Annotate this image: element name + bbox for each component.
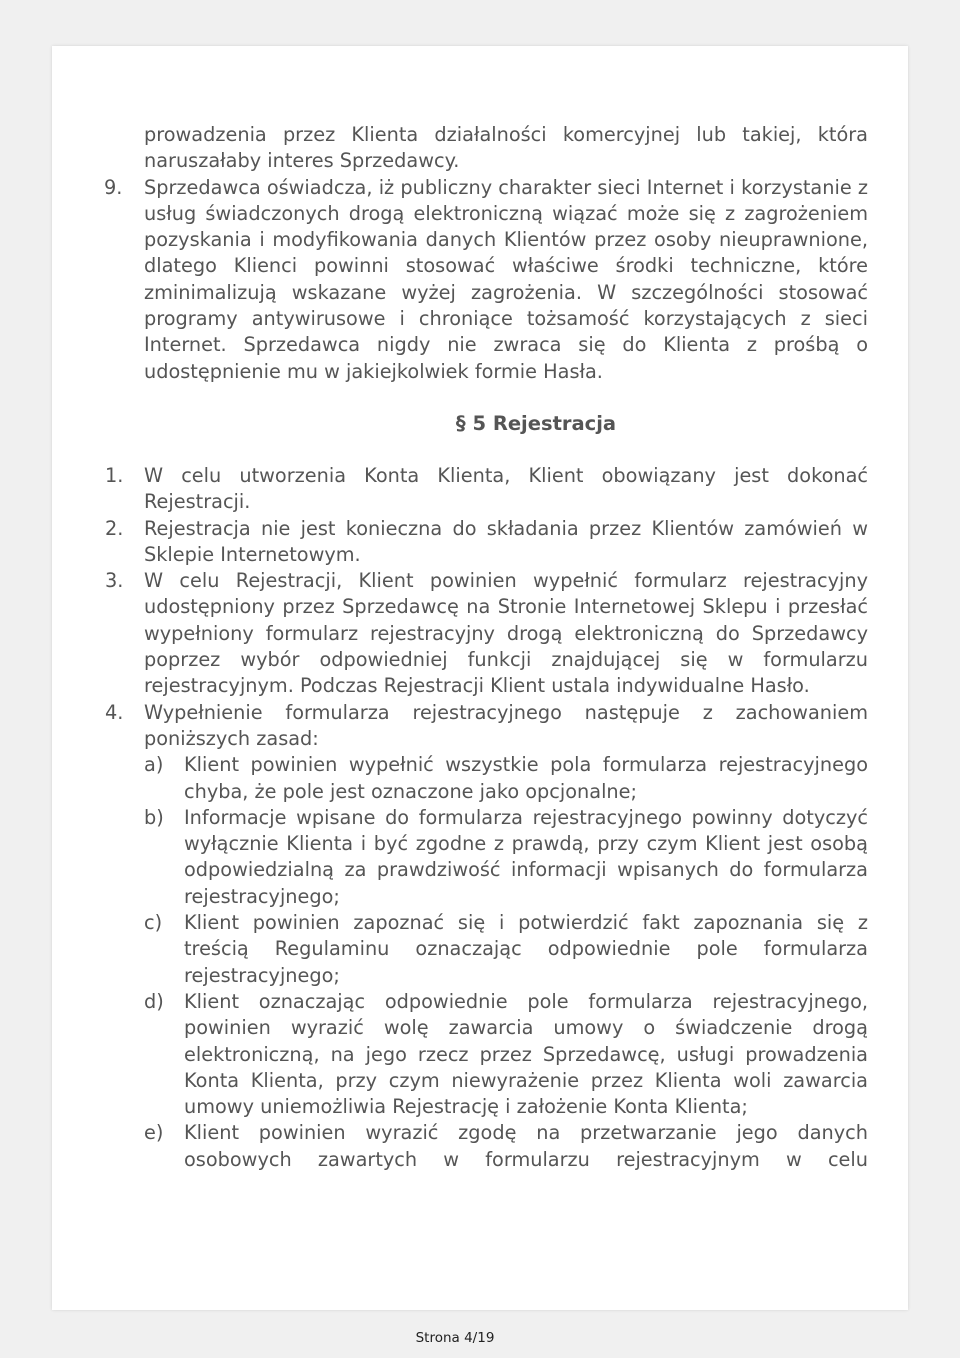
- sub-item-b: [53, 805, 868, 910]
- sub-letter: e): [144, 1121, 164, 1145]
- list-text: Wypełnienie formularza rejestracyjnego następuje z zachowaniem poniższych zasad:: [144, 700, 868, 750]
- document-body: [104, 122, 868, 1173]
- continued-paragraph: [144, 122, 868, 175]
- lead-text: prowadzenia przez Klienta działalności komercyjnej lub takiej, która naruszałaby interes Sprzedawcy.: [144, 123, 868, 173]
- sub-item-a: [53, 752, 868, 805]
- sub-letter: c): [144, 911, 163, 935]
- sub-item-c: [53, 910, 868, 989]
- list-number: 1.: [105, 463, 124, 487]
- sub-text: Klient oznaczając odpowiednie pole formularza rejestracyjnego, powinien wyrazić wolę zawarcia umowy o świadczenie drogą elektroniczną, na jego rzecz przez Sprzedawcę, usługi prowadzenia Konta Klienta, przy czym niewyrażenie przez Klienta woli zawarcia umowy uniemożliwia Rejestrację i założenie Konta Klienta;: [184, 989, 868, 1119]
- list-text: Rejestracja nie jest konieczna do składania przez Klientów zamówień w Sklepie Internetowym.: [144, 516, 868, 566]
- sub-letter: d): [144, 989, 164, 1013]
- list-item-1: [53, 463, 868, 516]
- list-item-3: [53, 568, 868, 699]
- section-heading: § 5 Rejestracja: [455, 411, 617, 435]
- sub-item-d: [53, 989, 868, 1120]
- sub-letter: b): [144, 805, 164, 829]
- list-number: 4.: [105, 700, 124, 724]
- list-text: W celu utworzenia Konta Klienta, Klient obowiązany jest dokonać Rejestracji.: [144, 463, 868, 514]
- list-number: 9.: [104, 175, 123, 199]
- sub-text: Klient powinien zapoznać się i potwierdzić fakt zapoznania się z treścią Regulaminu oznaczając odpowiednie pole formularza rejestracyjnego;: [184, 911, 868, 987]
- list-number: 2.: [105, 516, 124, 540]
- list-item-2: [53, 516, 868, 569]
- page-number: Strona 4/19: [415, 1330, 495, 1346]
- list-item-9: [104, 175, 868, 385]
- list-item-4: [53, 700, 868, 753]
- document-page: [52, 46, 908, 1310]
- page-footer: [0, 1330, 960, 1346]
- sub-text: Klient powinien wyrazić zgodę na przetwarzanie jego danych osobowych zawartych w formularzu rejestracyjnym w celu: [184, 1121, 868, 1171]
- sub-letter: a): [144, 753, 164, 777]
- list-text: W celu Rejestracji, Klient powinien wypełnić formularz rejestracyjny udostępniony przez Sprzedawcę na Stronie Internetowej Sklepu i przesłać wypełniony formularz rejestracyjny drogą elektroniczną do Sprzedawcy poprzez wybór odpowiedniej funkcji znajdującej się w formularzu rejestracyjnym. Podczas Rejestracji Klient ustala indywidualne Hasło.: [144, 569, 868, 698]
- sub-text: Informacje wpisane do formularza rejestracyjnego powinny dotyczyć wyłącznie Klienta i być zgodne z prawdą, przy czym Klient jest osobą odpowiedzialną za prawdziwość informacji wpisanych do formularza rejestracyjnego;: [184, 805, 868, 908]
- list-number: 3.: [105, 569, 124, 593]
- list-text: Sprzedawca oświadcza, iż publiczny charakter sieci Internet i korzystanie z usług świadczonych drogą elektroniczną wiązać może się z zagrożeniem pozyskania i modyfikowania danych Klientów przez osoby nieuprawnione, dlatego Klienci powinni stosować właściwe środki techniczne, które zminimalizują wskazane wyżej zagrożenia. W szczególności stosować programy antywirusowe i chroniące tożsamość korzystających z sieci Internet. Sprzedawca nigdy nie zwraca się do Klienta z prośbą o udostępnienie mu w jakiejkolwiek formie Hasła.: [144, 175, 868, 383]
- sub-text: Klient powinien wypełnić wszystkie pola formularza rejestracyjnego chyba, że pole jest oznaczone jako opcjonalne;: [184, 753, 868, 803]
- sub-item-e: [53, 1120, 868, 1173]
